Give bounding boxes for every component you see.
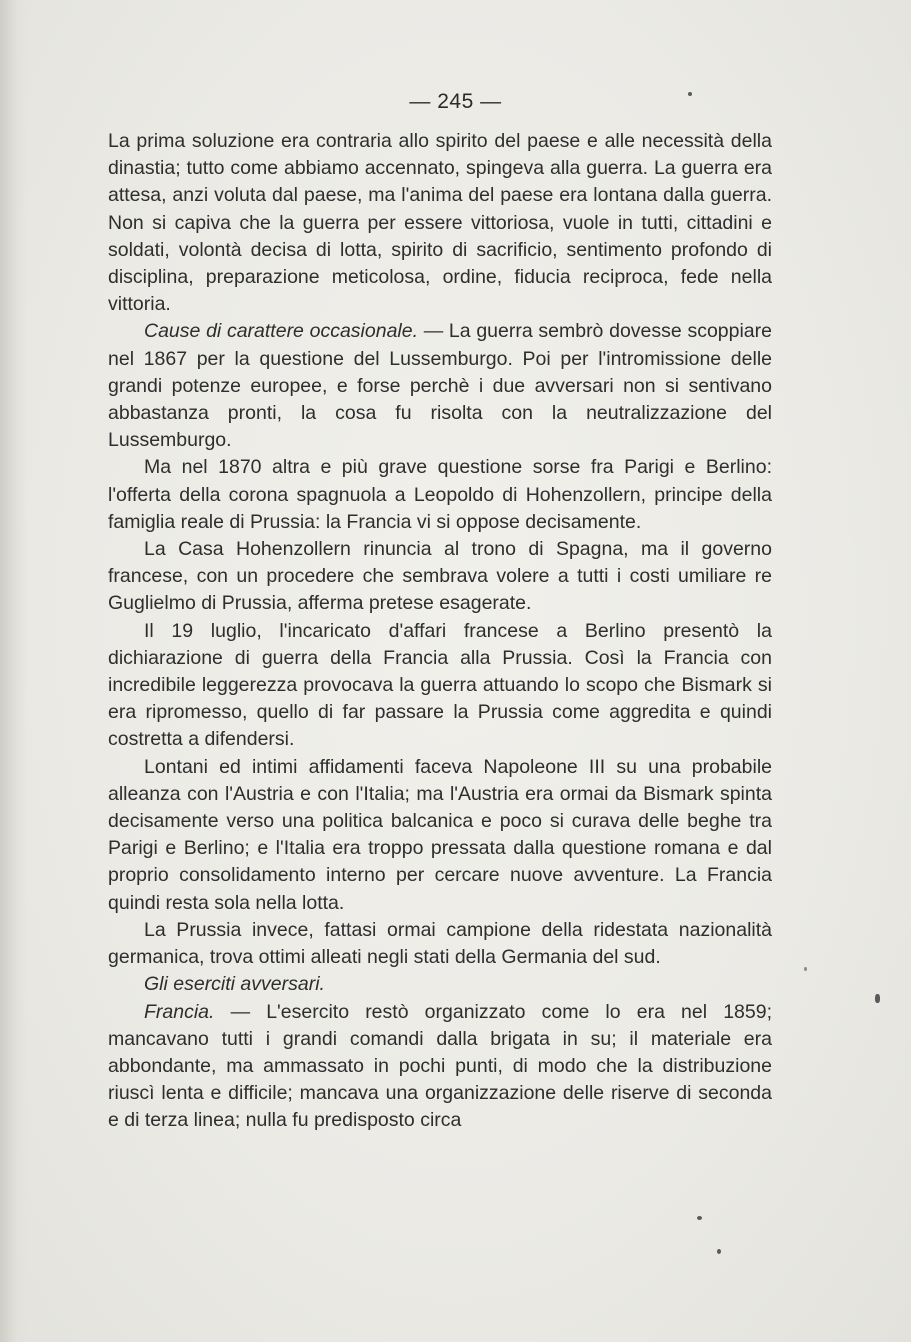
paragraph-4 — [108, 536, 772, 618]
section-heading-text: Gli eserciti avversari. — [144, 973, 325, 996]
section-heading — [108, 971, 772, 998]
paragraph-5 — [108, 618, 772, 754]
paragraph-7 — [108, 917, 772, 971]
page-number: — 245 — — [409, 90, 502, 113]
paragraph-3 — [108, 454, 772, 536]
paragraph-text: La Prussia invece, fattasi ormai campione della ridestata nazionalità germanica, trova ottimi alleati negli stati della Germania del sud. — [108, 918, 772, 969]
ink-speck — [717, 1249, 721, 1254]
paragraph-text: La Casa Hohenzollern rinuncia al trono di Spagna, ma il governo francese, con un procedere che sembrava volere a tutti i costi umiliare re Guglielmo di Prussia, afferma pretese esagerate. — [108, 538, 772, 615]
run-in-heading: Cause di carattere occasionale. — [144, 320, 419, 343]
paragraph-text: Ma nel 1870 altra e più grave questione sorse fra Parigi e Berlino: l'offerta della corona spagnuola a Leopoldo di Hohenzollern, principe della famiglia reale di Prussia: la Francia vi si oppose decisamente. — [108, 456, 772, 533]
binding-shadow — [0, 0, 28, 1342]
paragraph-2 — [108, 318, 772, 454]
run-in-heading: Francia. — [144, 1000, 215, 1023]
body-text — [108, 128, 772, 1135]
paragraph-6 — [108, 754, 772, 917]
paragraph-text: Il 19 luglio, l'incaricato d'affari francese a Berlino presentò la dichiarazione di guerra della Francia alla Prussia. Così la Francia con incredibile leggerezza provocava la guerra attuando lo scopo che Bismark si era ripromesso, quello di far passare la Prussia come aggredita e quindi costretta a difendersi. — [108, 619, 772, 751]
paragraph-1 — [108, 128, 772, 318]
ink-speck — [875, 994, 880, 1003]
paragraph-text: — L'esercito restò organizzato come lo era nel 1859; mancavano tutti i grandi comandi dalla brigata in su; il materiale era abbondante, ma ammassato in pochi punti, di modo che la distribuzione riuscì lenta e difficile; mancava una organizzazione delle riserve di seconda e di terza linea; nulla fu predisposto circa — [108, 1000, 772, 1132]
paragraph-9 — [108, 999, 772, 1135]
paragraph-text: — La guerra sembrò dovesse scoppiare nel 1867 per la questione del Lussemburgo. Poi per l'intromissione delle grandi potenze europee, e forse perchè i due avversari non si sentivano abbastanza pronti, la cosa fu risolta con la neutralizzazione del Lussemburgo. — [108, 320, 772, 452]
paragraph-text: Lontani ed intimi affidamenti faceva Napoleone III su una probabile alleanza con l'Austria e con l'Italia; ma l'Austria era ormai da Bismark spinta decisamente verso una politica balcanica e poco si curava delle beghe tra Parigi e Berlino; e l'Italia era troppo pressata dalla questione romana e dal proprio consolidamento interno per cercare nuove avventure. La Francia quindi resta sola nella lotta. — [108, 755, 772, 914]
ink-speck — [804, 967, 807, 971]
paragraph-text: La prima soluzione era contraria allo spirito del paese e alle necessità della dinastia; tutto come abbiamo accennato, spingeva alla guerra. La guerra era attesa, anzi voluta dal paese, ma l'anima del paese era lontana dalla guerra. Non si capiva che la guerra per essere vittoriosa, vuole in tutti, cittadini e soldati, volontà decisa di lotta, spirito di sacrificio, sentimento profondo di disciplina, preparazione meticolosa, ordine, fiducia reciproca, fede nella vittoria. — [108, 130, 772, 316]
ink-speck — [688, 92, 692, 96]
ink-speck — [697, 1216, 702, 1220]
